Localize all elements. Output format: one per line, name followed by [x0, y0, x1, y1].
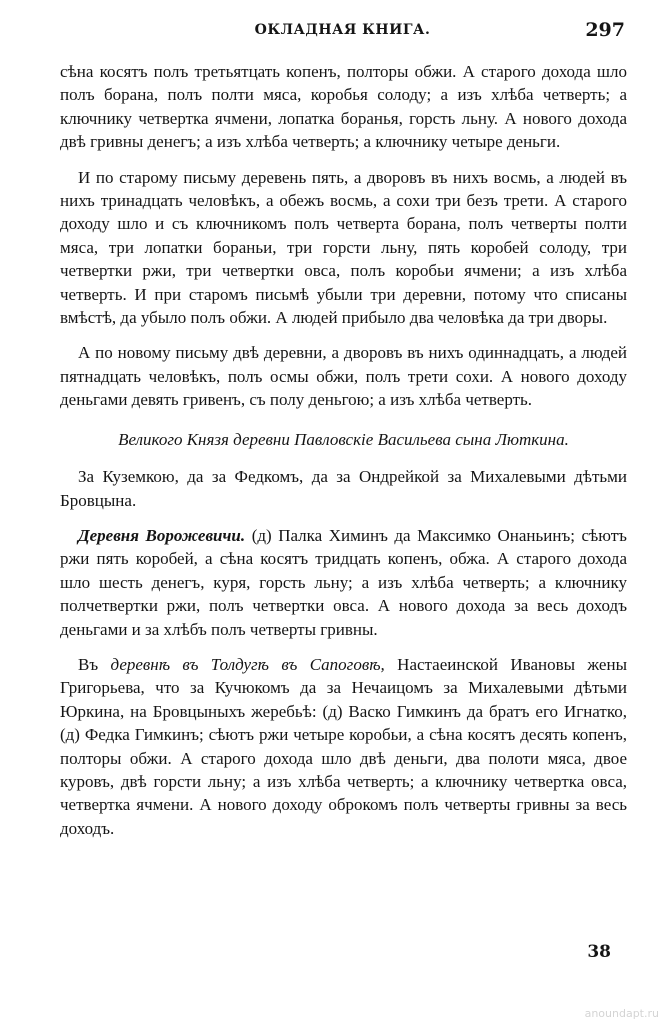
paragraph-1: сѣна косятъ полъ третьятцать копенъ, полторы обжи. А старого дохода шло полъ борана, полъ полти мяса, коробья солоду; а изъ хлѣба четверть; а ключнику четвертка ячмени, лопатка боранья, горсть льну. А нового дохода двѣ гривны денегъ; а изъ хлѣба четверть; а ключнику четыре деньги.: [60, 62, 627, 152]
village-prefix-2: Въ: [78, 654, 99, 674]
owners-line: За Куземкою, да за Федкомъ, да за Ондрейкой за Михалевыми дѣтьми Бровцына.: [60, 467, 627, 510]
page-number: 297: [585, 19, 625, 41]
village-name-2: деревнѣ въ Толдугѣ въ Сапоговѣ,: [110, 654, 385, 674]
village-text-2: Настаеинской Ивановы жены Григорьева, что за Кучюкомъ да за Нечаицомъ за Михалевыми дѣтьми Юркина, на Бровцыныхъ жеребьѣ: (д) Васко Гимкинъ да братъ его Игнатко, (д) Федка Гимкинъ; сѣютъ ржи четыре коробьи, а сѣна косятъ десять копенъ, полторы обжи. А старого дохода шло двѣ деньги, два полоти мяса, двое куровъ, двѣ горсти льну; а изъ хлѣба четверть; а ключнику четвертка овса, четвертка ячмени. А нового доходу оброкомъ полъ четверты гривны за весь доходъ.: [60, 654, 628, 838]
page-body: [60, 60, 627, 840]
village-entry-2: [60, 653, 627, 840]
village-name-1: Деревня Ворожевичи.: [78, 525, 246, 545]
watermark: anoundapt.ru: [584, 1007, 659, 1020]
running-title: ОКЛАДНАЯ КНИГА.: [254, 22, 431, 38]
paragraph-3: А по новому письму двѣ деревни, а дворовъ въ нихъ одиннадцать, а людей пятнадцать человѣкъ, полъ осмы обжи, полъ трети сохи. А нового доходу деньгами девять гривенъ, съ полу деньгою; а изъ хлѣба четверть.: [60, 343, 627, 410]
paragraph-2: И по старому письму деревень пять, а дворовъ въ нихъ восмь, а людей въ нихъ тринадцать человѣкъ, а обежъ восмь, а сохи три безъ трети. А старого доходу шло и съ ключникомъ полъ четверта борана, полъ четверты полти мяса, три лопатки бораньи, три горсти льну, пять коробей солоду, три четвертки ржи, три четвертки овса, полъ коробьи ячмени; а изъ хлѣба четверть. И при старомъ письмѣ убыли три деревни, потому что списаны вмѣстѣ, да убыло полъ обжи. А людей прибыло два человѣка да три дворы.: [60, 167, 627, 328]
signature-mark: 38: [587, 942, 611, 962]
page-header: [60, 19, 625, 46]
village-entry-1: [60, 524, 627, 641]
village-text-1: (д) Палка Химинъ да Максимко Онаньинъ; сѣютъ ржи пять коробей, а сѣна косятъ тридцать копенъ, обжа. А старого дохода шло шесть денегъ, куря, горсть льну; а изъ хлѣба четверть; а ключнику полчетвертки ржи, полъ четвертки овса. А нового дохода за весь доходъ деньгами и за хлѣбъ полъ четверты гривны.: [60, 525, 627, 639]
section-heading: Великого Князя деревни Павловскіе Васильева сына Люткина.: [118, 429, 569, 449]
